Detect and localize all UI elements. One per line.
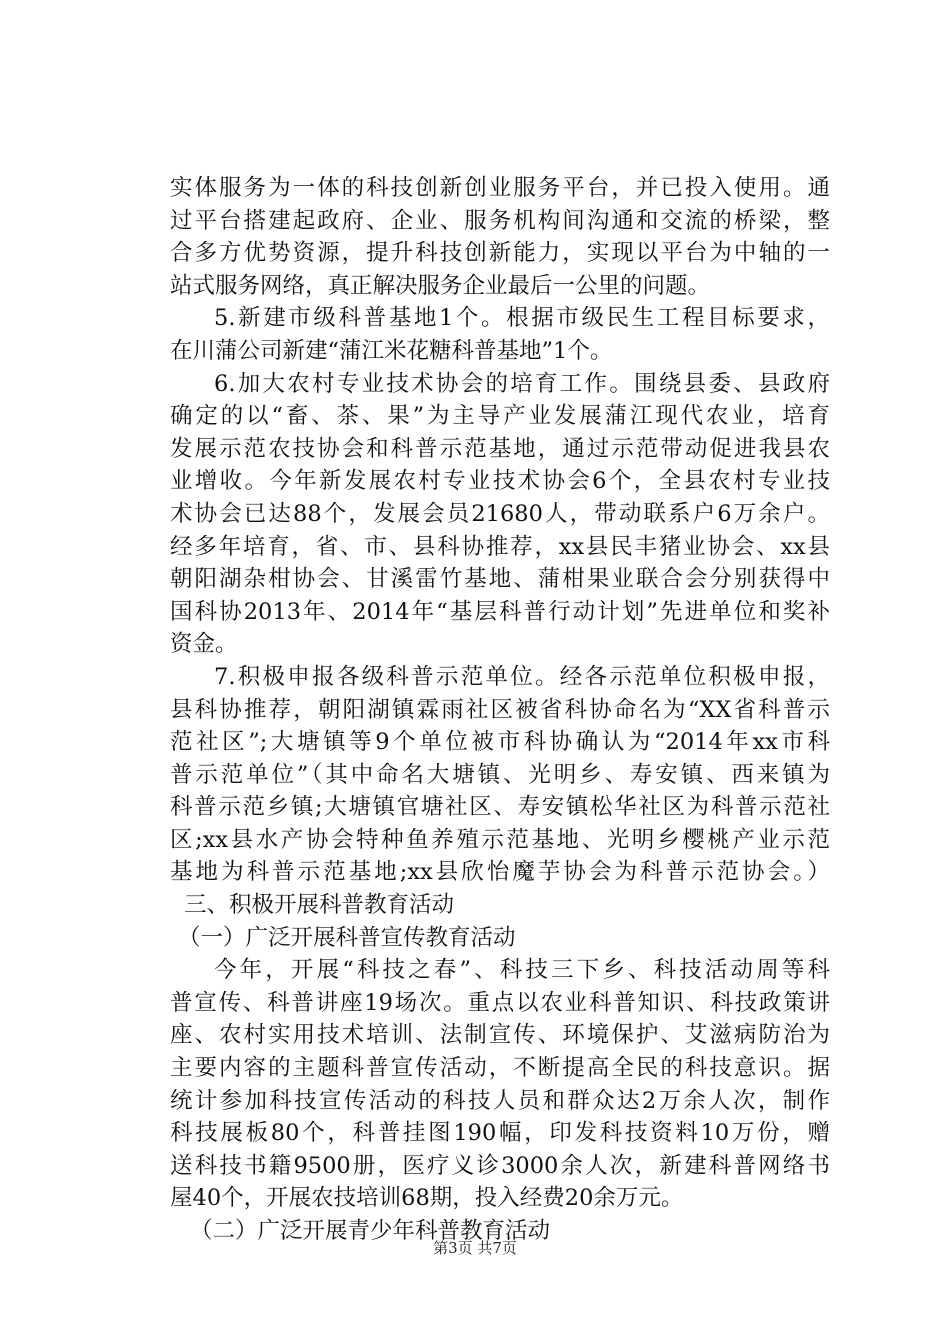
- page-footer: 第3页 共7页: [433, 1239, 517, 1257]
- text-line: 普示范单位”（其中命名大塘镇、光明乡、寿安镇、西来镇为: [170, 761, 830, 788]
- text-line: 三、积极开展科普教育活动: [184, 892, 455, 919]
- text-line: 普宣传、科普讲座19场次。重点以农业科普知识、科技政策讲: [170, 989, 830, 1016]
- text-line: 合多方优势资源，提升科技创新能力，实现以平台为中轴的一: [170, 240, 830, 267]
- text-line: 国科协2013年、2014年“基层科普行动计划”先进单位和奖补: [170, 598, 830, 625]
- text-line: 5.新建市级科普基地1个。根据市级民生工程目标要求，: [214, 305, 830, 332]
- text-line: 实体服务为一体的科技创新创业服务平台，并已投入使用。通: [170, 175, 830, 201]
- text-line: （一）广泛开展科普宣传教育活动: [178, 924, 516, 951]
- text-line: 屋40个，开展农技培训68期，投入经费20余万元。: [170, 1185, 684, 1212]
- text-line: 科技展板80个，科普挂图190幅，印发科技资料10万份，赠: [170, 1120, 830, 1147]
- text-line: 术协会已达88个，发展会员21680人，带动联系户6万余户。: [170, 500, 830, 527]
- text-line: 区;xx县水产协会特种鱼养殖示范基地、光明乡樱桃产业示范: [170, 826, 830, 853]
- text-line: （二）广泛开展青少年科普教育活动: [190, 1218, 551, 1244]
- text-line: 资金。: [170, 631, 238, 658]
- text-line: 范社区”;大塘镇等9个单位被市科协确认为“2014年xx市科: [170, 729, 830, 756]
- text-line: 站式服务网络，真正解决服务企业最后一公里的问题。: [170, 272, 711, 299]
- text-line: 经多年培育，省、市、县科协推荐，xx县民丰猪业协会、xx县: [170, 533, 830, 560]
- text-line: 座、农村实用技术培训、法制宣传、环境保护、艾滋病防治为: [170, 1022, 830, 1049]
- text-line: 朝阳湖杂柑协会、甘溪雷竹基地、蒲柑果业联合会分别获得中: [170, 566, 830, 593]
- text-line: 7.积极申报各级科普示范单位。经各示范单位积极申报，: [214, 663, 830, 690]
- text-line: 今年，开展“科技之春”、科技三下乡、科技活动周等科: [214, 957, 830, 984]
- text-line: 送科技书籍9500册，医疗义诊3000余人次，新建科普网络书: [170, 1152, 830, 1179]
- text-line: 主要内容的主题科普宣传活动，不断提高全民的科技意识。据: [170, 1055, 830, 1082]
- text-line: 6.加大农村专业技术协会的培育工作。围绕县委、县政府: [214, 370, 830, 397]
- text-line: 过平台搭建起政府、企业、服务机构间沟通和交流的桥梁，整: [170, 207, 830, 234]
- text-line: 县科协推荐，朝阳湖镇霖雨社区被省科协命名为“XX省科普示: [170, 696, 830, 723]
- document-body: [170, 172, 830, 1248]
- text-line: 在川蒲公司新建“蒲江米花糖科普基地”1个。: [170, 337, 613, 364]
- text-line: 确定的以“畜、茶、果”为主导产业发展蒲江现代农业，培育: [170, 403, 830, 430]
- text-line: 业增收。今年新发展农村专业技术协会6个，全县农村专业技: [170, 468, 830, 495]
- text-line: 统计参加科技宣传活动的科技人员和群众达2万余人次，制作: [170, 1087, 830, 1114]
- text-line: 科普示范乡镇;大塘镇官塘社区、寿安镇松华社区为科普示范社: [170, 794, 830, 821]
- text-line: 基地为科普示范基地;xx县欣怡魔芋协会为科普示范协会。）: [170, 859, 830, 886]
- text-line: 发展示范农技协会和科普示范基地，通过示范带动促进我县农: [170, 435, 830, 462]
